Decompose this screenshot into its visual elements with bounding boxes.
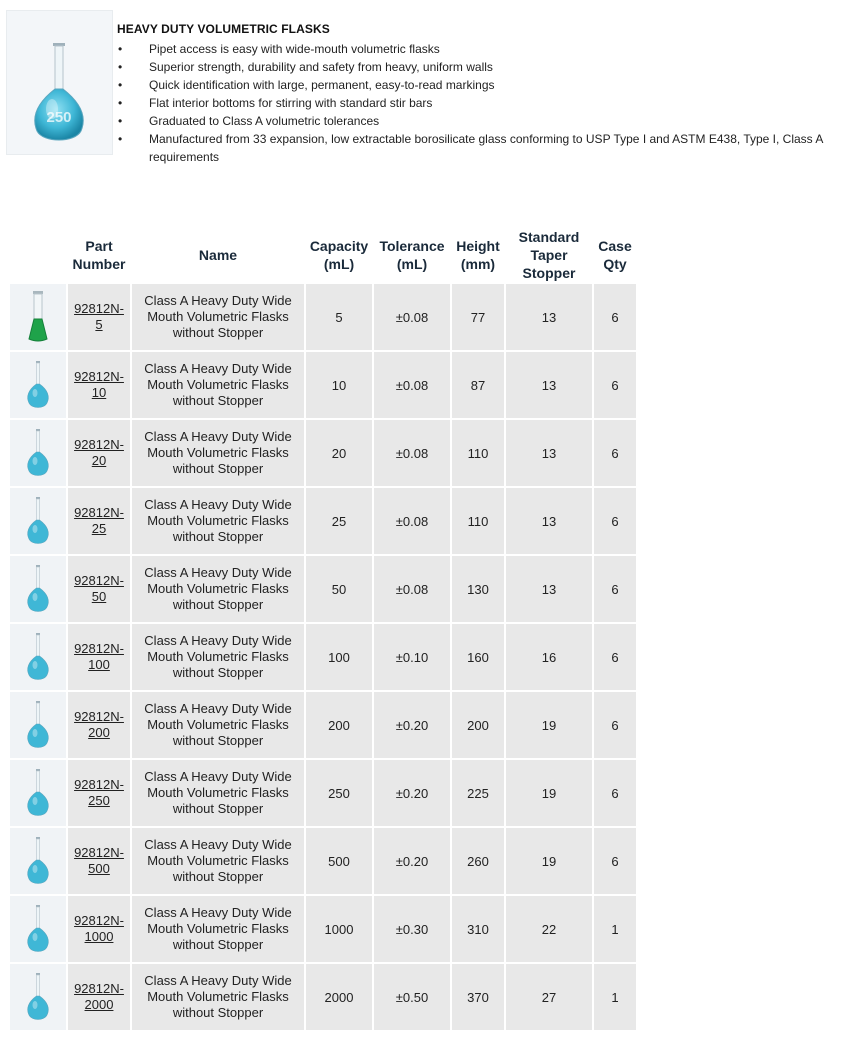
product-image-cell — [10, 624, 66, 690]
part-number-link[interactable]: 92812N-500 — [74, 845, 124, 876]
case-qty-cell: 1 — [594, 896, 636, 962]
stopper-cell: 13 — [506, 352, 592, 418]
feature-text: Pipet access is easy with wide-mouth volumetric flasks — [149, 42, 440, 56]
flask-icon — [16, 559, 60, 619]
feature-bullet — [117, 94, 847, 112]
product-intro — [117, 22, 847, 166]
product-image-cell — [10, 352, 66, 418]
feature-text: Manufactured from 33 expansion, low extractable borosilicate glass conforming to USP Type I and ASTM E438, Type I, Class A requirements — [149, 132, 823, 164]
part-number-cell — [68, 624, 130, 690]
stopper-cell: 19 — [506, 692, 592, 758]
stopper-cell: 27 — [506, 964, 592, 1030]
tolerance-cell: ±0.08 — [374, 488, 450, 554]
table-row — [10, 692, 636, 758]
capacity-cell: 2000 — [306, 964, 372, 1030]
stopper-cell: 19 — [506, 828, 592, 894]
part-number-cell — [68, 692, 130, 758]
part-number-cell — [68, 420, 130, 486]
height-cell: 110 — [452, 420, 504, 486]
part-number-cell — [68, 488, 130, 554]
part-number-link[interactable]: 92812N-50 — [74, 573, 124, 604]
height-cell: 200 — [452, 692, 504, 758]
product-name-cell: Class A Heavy Duty Wide Mouth Volumetric Flasks without Stopper — [132, 692, 304, 758]
height-cell: 160 — [452, 624, 504, 690]
product-name-cell: Class A Heavy Duty Wide Mouth Volumetric Flasks without Stopper — [132, 896, 304, 962]
case-qty-cell: 6 — [594, 692, 636, 758]
part-number-link[interactable]: 92812N-10 — [74, 369, 124, 400]
bullet-glyph: • — [118, 78, 123, 92]
stopper-cell: 13 — [506, 284, 592, 350]
table-row — [10, 760, 636, 826]
stopper-cell: 13 — [506, 556, 592, 622]
table-row — [10, 964, 636, 1030]
tolerance-cell: ±0.08 — [374, 352, 450, 418]
part-number-cell — [68, 828, 130, 894]
capacity-cell: 250 — [306, 760, 372, 826]
flask-icon — [16, 355, 60, 415]
table-row — [10, 488, 636, 554]
tolerance-cell: ±0.20 — [374, 828, 450, 894]
case-qty-cell: 6 — [594, 284, 636, 350]
bullet-glyph: • — [118, 114, 123, 128]
height-cell: 110 — [452, 488, 504, 554]
product-image-cell — [10, 828, 66, 894]
product-name-cell: Class A Heavy Duty Wide Mouth Volumetric Flasks without Stopper — [132, 352, 304, 418]
case-qty-cell: 6 — [594, 556, 636, 622]
stopper-header: Standard Taper Stopper — [506, 228, 592, 282]
tolerance-cell: ±0.08 — [374, 420, 450, 486]
feature-text: Graduated to Class A volumetric tolerances — [149, 114, 380, 128]
flask-icon — [16, 627, 60, 687]
case-qty-cell: 6 — [594, 828, 636, 894]
feature-bullet — [117, 58, 847, 76]
capacity-cell: 50 — [306, 556, 372, 622]
tolerance-cell: ±0.20 — [374, 692, 450, 758]
case-qty-cell: 6 — [594, 760, 636, 826]
flask-icon — [16, 899, 60, 959]
part-number-cell — [68, 284, 130, 350]
capacity-cell: 1000 — [306, 896, 372, 962]
product-name-cell: Class A Heavy Duty Wide Mouth Volumetric Flasks without Stopper — [132, 760, 304, 826]
flask-icon — [16, 831, 60, 891]
product-image-cell — [10, 556, 66, 622]
hero-flask-image — [6, 10, 113, 155]
product-name-cell: Class A Heavy Duty Wide Mouth Volumetric Flasks without Stopper — [132, 828, 304, 894]
tolerance-cell: ±0.30 — [374, 896, 450, 962]
part-number-header: Part Number — [68, 228, 130, 282]
table-row — [10, 556, 636, 622]
stopper-cell: 13 — [506, 488, 592, 554]
table-body — [10, 284, 636, 1030]
part-number-cell — [68, 896, 130, 962]
capacity-cell: 25 — [306, 488, 372, 554]
height-cell: 310 — [452, 896, 504, 962]
flask-icon — [16, 763, 60, 823]
height-cell: 77 — [452, 284, 504, 350]
bullet-glyph: • — [118, 96, 123, 110]
capacity-cell: 500 — [306, 828, 372, 894]
part-number-link[interactable]: 92812N-25 — [74, 505, 124, 536]
tolerance-cell: ±0.08 — [374, 556, 450, 622]
feature-text: Superior strength, durability and safety from heavy, uniform walls — [149, 60, 493, 74]
case-qty-cell: 6 — [594, 352, 636, 418]
feature-text: Flat interior bottoms for stirring with standard stir bars — [149, 96, 433, 110]
table-header-row — [10, 228, 636, 282]
product-name-cell: Class A Heavy Duty Wide Mouth Volumetric Flasks without Stopper — [132, 420, 304, 486]
capacity-cell: 20 — [306, 420, 372, 486]
table-row — [10, 284, 636, 350]
product-image-cell — [10, 488, 66, 554]
image-column-header — [10, 228, 66, 282]
feature-bullet — [117, 130, 847, 166]
part-number-cell — [68, 964, 130, 1030]
product-image-cell — [10, 896, 66, 962]
case-qty-cell: 1 — [594, 964, 636, 1030]
product-image-cell — [10, 420, 66, 486]
bullet-glyph: • — [118, 60, 123, 74]
hero-flask-marking: 250 — [46, 109, 72, 126]
part-number-link[interactable]: 92812N-1000 — [74, 913, 124, 944]
product-image-cell — [10, 760, 66, 826]
tolerance-header: Tolerance (mL) — [374, 228, 450, 282]
flask-icon — [16, 491, 60, 551]
feature-list — [117, 40, 847, 166]
flask-icon — [16, 423, 60, 483]
product-image-cell — [10, 692, 66, 758]
capacity-cell: 100 — [306, 624, 372, 690]
capacity-cell: 10 — [306, 352, 372, 418]
table-row — [10, 828, 636, 894]
flask-icon — [16, 967, 60, 1027]
product-name-cell: Class A Heavy Duty Wide Mouth Volumetric Flasks without Stopper — [132, 488, 304, 554]
part-number-link[interactable]: 92812N-200 — [74, 709, 124, 740]
part-number-cell — [68, 760, 130, 826]
product-image-cell — [10, 964, 66, 1030]
product-table — [8, 226, 638, 1032]
small-flask-icon — [16, 287, 60, 347]
height-cell: 87 — [452, 352, 504, 418]
height-cell: 370 — [452, 964, 504, 1030]
product-name-cell: Class A Heavy Duty Wide Mouth Volumetric Flasks without Stopper — [132, 964, 304, 1030]
case-qty-header: Case Qty — [594, 228, 636, 282]
bullet-glyph: • — [118, 42, 123, 56]
stopper-cell: 13 — [506, 420, 592, 486]
tolerance-cell: ±0.50 — [374, 964, 450, 1030]
bullet-glyph: • — [118, 132, 123, 146]
part-number-cell — [68, 352, 130, 418]
volumetric-flask-icon — [7, 11, 112, 154]
height-cell: 225 — [452, 760, 504, 826]
capacity-header: Capacity (mL) — [306, 228, 372, 282]
tolerance-cell: ±0.08 — [374, 284, 450, 350]
feature-bullet — [117, 112, 847, 130]
product-image-cell — [10, 284, 66, 350]
name-header: Name — [132, 228, 304, 282]
part-number-link[interactable]: 92812N-2000 — [74, 981, 124, 1012]
stopper-cell: 22 — [506, 896, 592, 962]
part-number-link[interactable]: 92812N-100 — [74, 641, 124, 672]
feature-bullet — [117, 76, 847, 94]
table-row — [10, 420, 636, 486]
height-cell: 130 — [452, 556, 504, 622]
table-row — [10, 624, 636, 690]
part-number-cell — [68, 556, 130, 622]
part-number-link[interactable]: 92812N-20 — [74, 437, 124, 468]
height-cell: 260 — [452, 828, 504, 894]
product-name-cell: Class A Heavy Duty Wide Mouth Volumetric Flasks without Stopper — [132, 624, 304, 690]
feature-text: Quick identification with large, permanent, easy-to-read markings — [149, 78, 495, 92]
stopper-cell: 19 — [506, 760, 592, 826]
capacity-cell: 5 — [306, 284, 372, 350]
case-qty-cell: 6 — [594, 624, 636, 690]
table-row — [10, 352, 636, 418]
capacity-cell: 200 — [306, 692, 372, 758]
product-name-cell: Class A Heavy Duty Wide Mouth Volumetric Flasks without Stopper — [132, 556, 304, 622]
height-header: Height (mm) — [452, 228, 504, 282]
flask-icon — [16, 695, 60, 755]
product-name-cell: Class A Heavy Duty Wide Mouth Volumetric Flasks without Stopper — [132, 284, 304, 350]
stopper-cell: 16 — [506, 624, 592, 690]
tolerance-cell: ±0.10 — [374, 624, 450, 690]
case-qty-cell: 6 — [594, 488, 636, 554]
feature-bullet — [117, 40, 847, 58]
part-number-link[interactable]: 92812N-5 — [74, 301, 124, 332]
part-number-link[interactable]: 92812N-250 — [74, 777, 124, 808]
case-qty-cell: 6 — [594, 420, 636, 486]
table-row — [10, 896, 636, 962]
page-title: HEAVY DUTY VOLUMETRIC FLASKS — [117, 22, 330, 36]
tolerance-cell: ±0.20 — [374, 760, 450, 826]
